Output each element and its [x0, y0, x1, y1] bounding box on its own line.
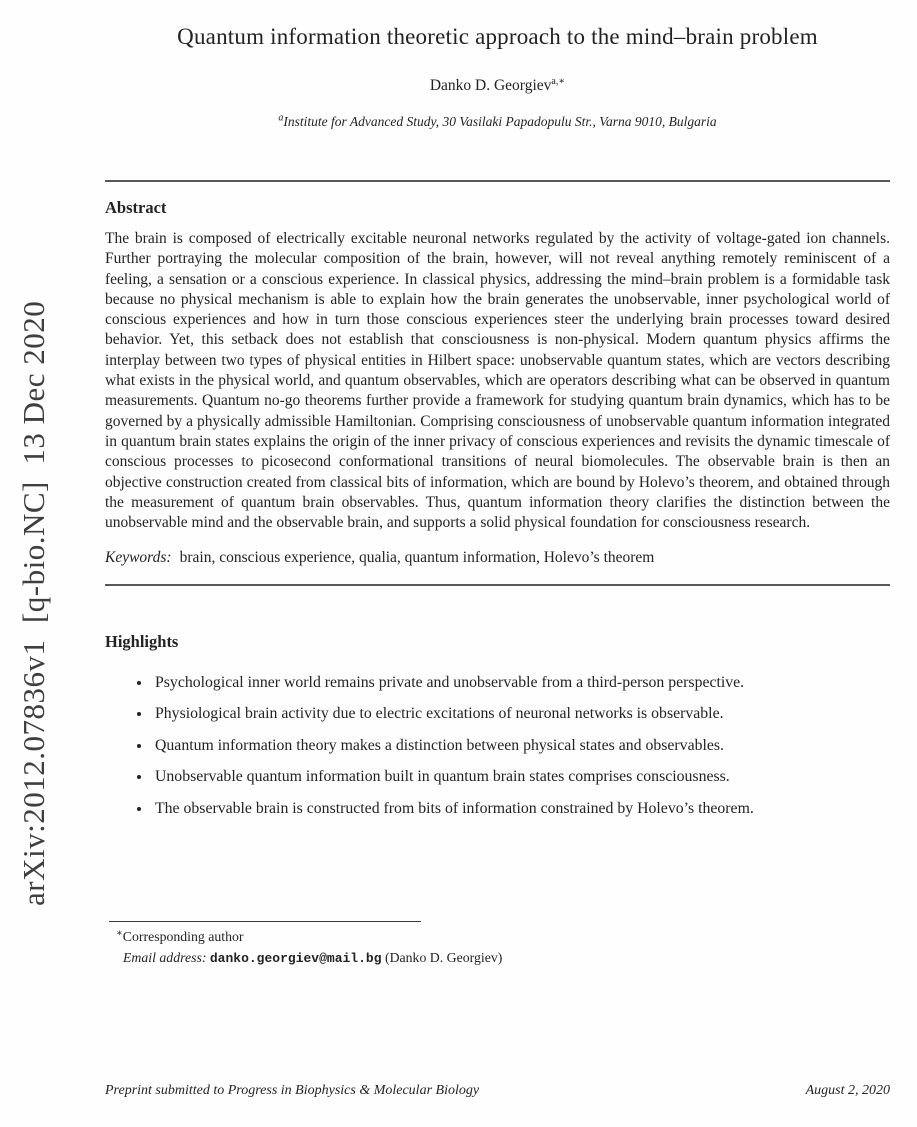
affiliation-superscript: a	[278, 112, 284, 124]
highlight-item: • The observable brain is constructed from bits of information constrained by Holevo’s theorem.	[152, 800, 890, 818]
email-address: danko.georgiev@mail.bg	[209, 951, 382, 966]
footnote-marker: ∗	[116, 928, 123, 939]
author-superscript: a,∗	[551, 75, 566, 87]
page-footer	[105, 1083, 890, 1099]
highlights-heading: Highlights	[105, 631, 179, 651]
email-line	[123, 948, 890, 968]
highlight-item: • Unobservable quantum information built in quantum brain states comprises consciousness.	[152, 768, 890, 786]
keywords-text: brain, conscious experience, qualia, quantum information, Holevo’s theorem	[179, 548, 655, 566]
divider-above-abstract	[105, 180, 890, 182]
paper-content	[105, 0, 890, 831]
divider-below-keywords	[105, 584, 890, 586]
footer-journal-note: Preprint submitted to Progress in Biophysics & Molecular Biology	[105, 1083, 480, 1098]
highlight-item: • Physiological brain activity due to electric excitations of neuronal networks is observable.	[152, 705, 890, 723]
highlights-list	[105, 674, 890, 818]
email-label: Email address:	[123, 950, 207, 965]
keywords-label: Keywords:	[105, 548, 172, 566]
footnote-rule	[109, 921, 421, 922]
email-suffix: (Danko D. Georgiev)	[384, 950, 503, 965]
abstract-heading: Abstract	[105, 198, 167, 217]
arxiv-watermark: arXiv:2012.07836v1 [q-bio.NC] 13 Dec 2020	[16, 300, 51, 906]
corresponding-author-text: Corresponding author	[122, 929, 244, 944]
highlight-item: • Psychological inner world remains private and unobservable from a third-person perspective.	[152, 674, 890, 692]
highlight-item: • Quantum information theory makes a distinction between physical states and observables.	[152, 737, 890, 755]
abstract-text: The brain is composed of electrically excitable neuronal networks regulated by the activity of voltage-gated ion channels. Further portraying the molecular composition of the brain, however, will not reveal anything remotely reminiscent of a feeling, a sensation or a conscious experience. In classical physics, addressing the mind–brain problem is a formidable task because no physical mechanism is able to explain how the brain generates the unobservable, inner psychological world of conscious experiences and how in turn those conscious experiences steer the underlying brain processes toward desired behavior. Yet, this setback does not establish that consciousness is non-physical. Modern quantum physics affirms the interplay between two types of physical entities in Hilbert space: unobservable quantum states, which are vectors describing what exists in the physical world, and quantum observables, which are operators describing what can be observed in quantum measurements. Quantum no-go theorems further provide a framework for studying quantum brain dynamics, which has to be governed by a physically admissible Hamiltonian. Comprising consciousness of unobservable quantum information integrated in quantum brain states explains the origin of the inner privacy of conscious experiences and revisits the dynamic timescale of conscious processes to picosecond conformational transitions of neural biomolecules. The observable brain is then an objective construction created from classical bits of information, which are bound by Holevo’s theorem, and obtained through the measurement of quantum brain observables. Thus, quantum information theory clarifies the distinction between the unobservable mind and the observable brain, and supports a solid physical foundation for consciousness research.	[105, 230, 890, 532]
affiliation-text: Institute for Advanced Study, 30 Vasilaki Papadopulu Str., Varna 9010, Bulgaria	[283, 114, 717, 129]
corresponding-author-note	[116, 927, 890, 946]
affiliation-line	[105, 114, 890, 130]
paper-title: Quantum information theoretic approach to the mind–brain problem	[177, 24, 818, 49]
footer-date: August 2, 2020	[805, 1083, 890, 1098]
keywords-line	[105, 549, 890, 567]
author-line	[105, 77, 890, 95]
footnote-block	[105, 921, 890, 970]
author-name: Danko D. Georgiev	[429, 77, 552, 94]
